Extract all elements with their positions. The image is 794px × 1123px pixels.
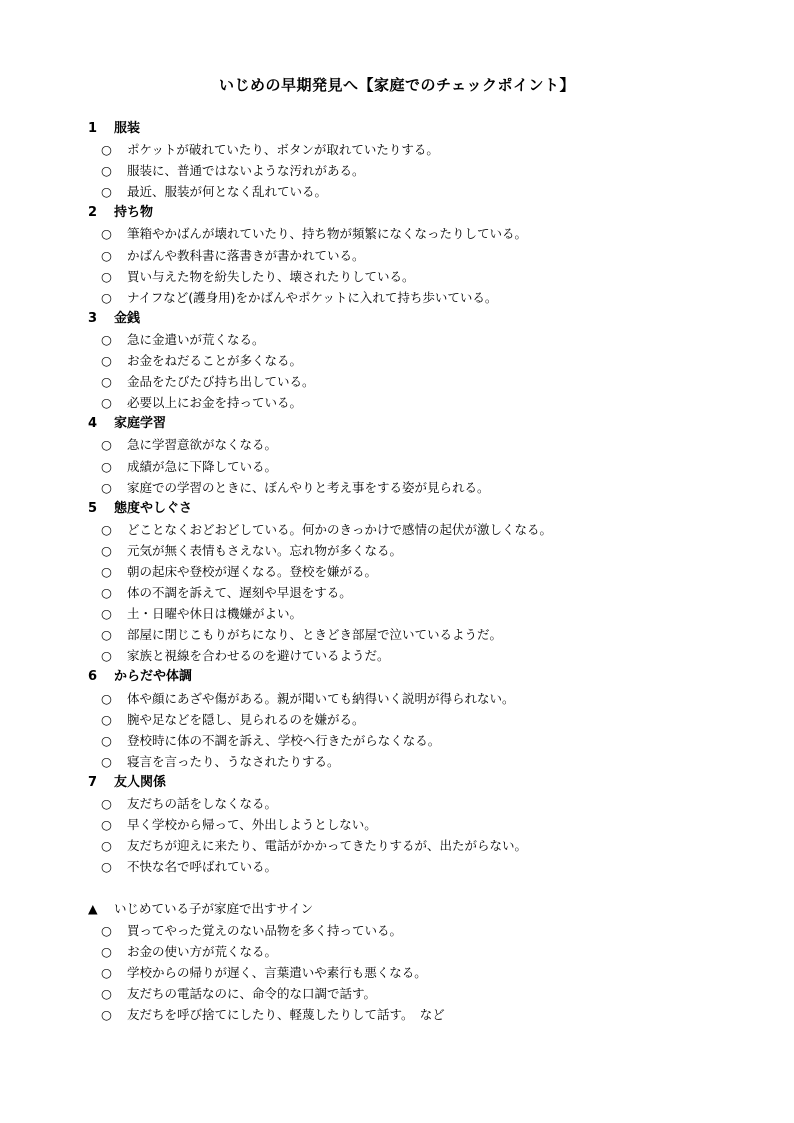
circle-bullet-icon: ○ [101, 753, 112, 769]
list-item-text: 体や顔にあざや傷がある。親が聞いても納得いく説明が得られない。 [127, 690, 515, 706]
list-item [88, 434, 768, 455]
list-item-text: かばんや教科書に落書きが書かれている。 [127, 247, 365, 263]
list-item-text: 成績が急に下降している。 [127, 458, 278, 474]
section-title: 服装 [114, 121, 141, 136]
circle-bullet-icon: ○ [101, 648, 112, 664]
circle-bullet-icon: ○ [101, 542, 112, 558]
section-heading [88, 118, 768, 139]
circle-bullet-icon: ○ [101, 184, 112, 200]
list-item-text: お金をねだることが多くなる。 [127, 353, 303, 369]
circle-bullet-icon: ○ [101, 690, 112, 706]
list-item [88, 350, 768, 371]
circle-bullet-icon: ○ [101, 859, 112, 875]
list-item [88, 751, 768, 772]
list-item-text: 家族と視線を合わせるのを避けているようだ。 [127, 648, 390, 664]
checklist-section [88, 498, 768, 667]
circle-bullet-icon: ○ [101, 563, 112, 579]
list-item [88, 983, 768, 1004]
signs-section [88, 898, 768, 1025]
section-title: 友人関係 [114, 774, 167, 790]
list-item [88, 561, 768, 582]
list-item [88, 540, 768, 561]
list-item-text: 朝の起床や登校が遅くなる。登校を嫌がる。 [127, 563, 378, 579]
list-item [88, 223, 768, 244]
circle-bullet-icon: ○ [101, 437, 112, 453]
list-item-text: 必要以上にお金を持っている。 [127, 395, 303, 411]
section-number: 2 [88, 205, 98, 221]
list-item [88, 456, 768, 477]
list-item [88, 709, 768, 730]
circle-bullet-icon: ○ [101, 585, 112, 601]
checklist-content [88, 118, 768, 1025]
list-item [88, 814, 768, 835]
list-item [88, 730, 768, 751]
list-item [88, 371, 768, 392]
checklist-section [88, 772, 768, 877]
list-item-text: 元気が無く表情もさえない。忘れ物が多くなる。 [127, 542, 403, 558]
spacer [88, 877, 768, 898]
circle-bullet-icon: ○ [101, 922, 112, 938]
list-item [88, 392, 768, 413]
list-item [88, 582, 768, 603]
circle-bullet-icon: ○ [101, 817, 112, 833]
list-item [88, 519, 768, 540]
section-number: 6 [88, 669, 98, 685]
section-number: 5 [88, 500, 98, 516]
list-item-text: 急に学習意欲がなくなる。 [127, 437, 278, 453]
circle-bullet-icon: ○ [101, 331, 112, 347]
list-item-text: 最近、服装が何となく乱れている。 [127, 184, 328, 200]
checklist-section [88, 413, 768, 497]
circle-bullet-icon: ○ [101, 521, 112, 537]
list-item-text: 服装に、普通ではないような汚れがある。 [127, 163, 365, 179]
list-item-text: 友だちを呼び捨てにしたり、軽蔑したりして話す。 など [127, 1006, 445, 1022]
circle-bullet-icon: ○ [101, 268, 112, 284]
section-heading [88, 772, 768, 793]
circle-bullet-icon: ○ [101, 374, 112, 390]
list-item-text: 家庭での学習のときに、ぼんやりと考え事をする姿が見られる。 [127, 479, 490, 495]
list-item [88, 181, 768, 202]
circle-bullet-icon: ○ [101, 732, 112, 748]
circle-bullet-icon: ○ [101, 458, 112, 474]
circle-bullet-icon: ○ [101, 289, 112, 305]
list-item-text: 筆箱やかばんが壊れていたり、持ち物が頻繁になくなったりしている。 [127, 226, 528, 242]
list-item-text: ポケットが破れていたり、ボタンが取れていたりする。 [127, 142, 439, 158]
list-item-text: 金品をたびたび持ち出している。 [127, 374, 315, 390]
list-item [88, 266, 768, 287]
list-item-text: お金の使い方が荒くなる。 [127, 943, 278, 959]
list-item-text: 登校時に体の不調を訴え、学校へ行きたがらなくなる。 [127, 732, 441, 748]
circle-bullet-icon: ○ [101, 163, 112, 179]
list-item [88, 603, 768, 624]
section-heading [88, 202, 768, 223]
circle-bullet-icon: ○ [101, 1006, 112, 1022]
checklist-section [88, 118, 768, 202]
section-number: 7 [88, 774, 98, 790]
list-item [88, 1004, 768, 1025]
section-title: 持ち物 [114, 205, 154, 221]
section-title: 金銭 [114, 310, 141, 326]
section-title: 態度やしぐさ [114, 500, 193, 516]
list-item-text: 不快な名で呼ばれている。 [127, 859, 278, 875]
circle-bullet-icon: ○ [101, 627, 112, 643]
list-item-text: どことなくおどおどしている。何かのきっかけで感情の起伏が激しくなる。 [127, 521, 553, 537]
circle-bullet-icon: ○ [101, 711, 112, 727]
list-item [88, 139, 768, 160]
section-heading [88, 308, 768, 329]
circle-bullet-icon: ○ [101, 796, 112, 811]
list-item [88, 160, 768, 181]
checklist-section [88, 666, 768, 771]
circle-bullet-icon: ○ [101, 964, 112, 980]
list-item-text: ナイフなど(護身用)をかばんやポケットに入れて持ち歩いている。 [127, 289, 498, 305]
list-item-text: 学校からの帰りが遅く、言葉遣いや素行も悪くなる。 [127, 964, 427, 980]
list-item-text: 買ってやった覚えのない品物を多く持っている。 [127, 922, 403, 938]
page-title: いじめの早期発見へ【家庭でのチェックポイント】 [218, 76, 576, 94]
list-item [88, 624, 768, 645]
signs-heading [88, 898, 768, 919]
list-item [88, 835, 768, 856]
list-item [88, 920, 768, 941]
list-item-text: 友だちの話をしなくなる。 [127, 796, 278, 811]
list-item [88, 329, 768, 350]
section-number: 3 [88, 310, 98, 326]
list-item-text: 急に金遣いが荒くなる。 [127, 331, 265, 347]
list-item [88, 688, 768, 709]
triangle-marker-icon: ▲ [88, 901, 98, 917]
section-title: からだや体調 [114, 669, 193, 685]
checklist-section [88, 308, 768, 413]
section-title: 家庭学習 [114, 416, 167, 432]
circle-bullet-icon: ○ [101, 606, 112, 622]
list-item [88, 941, 768, 962]
section-heading [88, 498, 768, 519]
list-item [88, 477, 768, 498]
list-item [88, 793, 768, 814]
circle-bullet-icon: ○ [101, 142, 112, 158]
list-item-text: 買い与えた物を紛失したり、壊されたりしている。 [127, 268, 415, 284]
list-item-text: 腕や足などを隠し、見られるのを嫌がる。 [127, 711, 365, 727]
section-number: 1 [88, 121, 98, 136]
list-item [88, 962, 768, 983]
circle-bullet-icon: ○ [101, 479, 112, 495]
list-item-text: 体の不調を訴えて、遅刻や早退をする。 [127, 585, 352, 601]
list-item-text: 友だちが迎えに来たり、電話がかかってきたりするが、出たがらない。 [127, 838, 528, 854]
list-item-text: 土・日曜や休日は機嫌がよい。 [127, 606, 303, 622]
section-number: 4 [88, 416, 98, 432]
section-heading [88, 413, 768, 434]
list-item-text: 早く学校から帰って、外出しようとしない。 [127, 817, 377, 833]
checklist-section [88, 202, 768, 307]
circle-bullet-icon: ○ [101, 247, 112, 263]
list-item-text: 部屋に閉じこもりがちになり、ときどき部屋で泣いているようだ。 [127, 627, 503, 643]
list-item-text: 寝言を言ったり、うなされたりする。 [127, 753, 340, 769]
list-item [88, 245, 768, 266]
circle-bullet-icon: ○ [101, 395, 112, 411]
list-item-text: 友だちの電話なのに、命令的な口調で話す。 [127, 985, 377, 1001]
circle-bullet-icon: ○ [101, 943, 112, 959]
list-item [88, 287, 768, 308]
circle-bullet-icon: ○ [101, 353, 112, 369]
circle-bullet-icon: ○ [101, 838, 112, 854]
circle-bullet-icon: ○ [101, 226, 112, 242]
section-heading [88, 666, 768, 687]
list-item [88, 856, 768, 877]
circle-bullet-icon: ○ [101, 985, 112, 1001]
signs-heading-text: いじめている子が家庭で出すサイン [114, 901, 314, 917]
list-item [88, 645, 768, 666]
